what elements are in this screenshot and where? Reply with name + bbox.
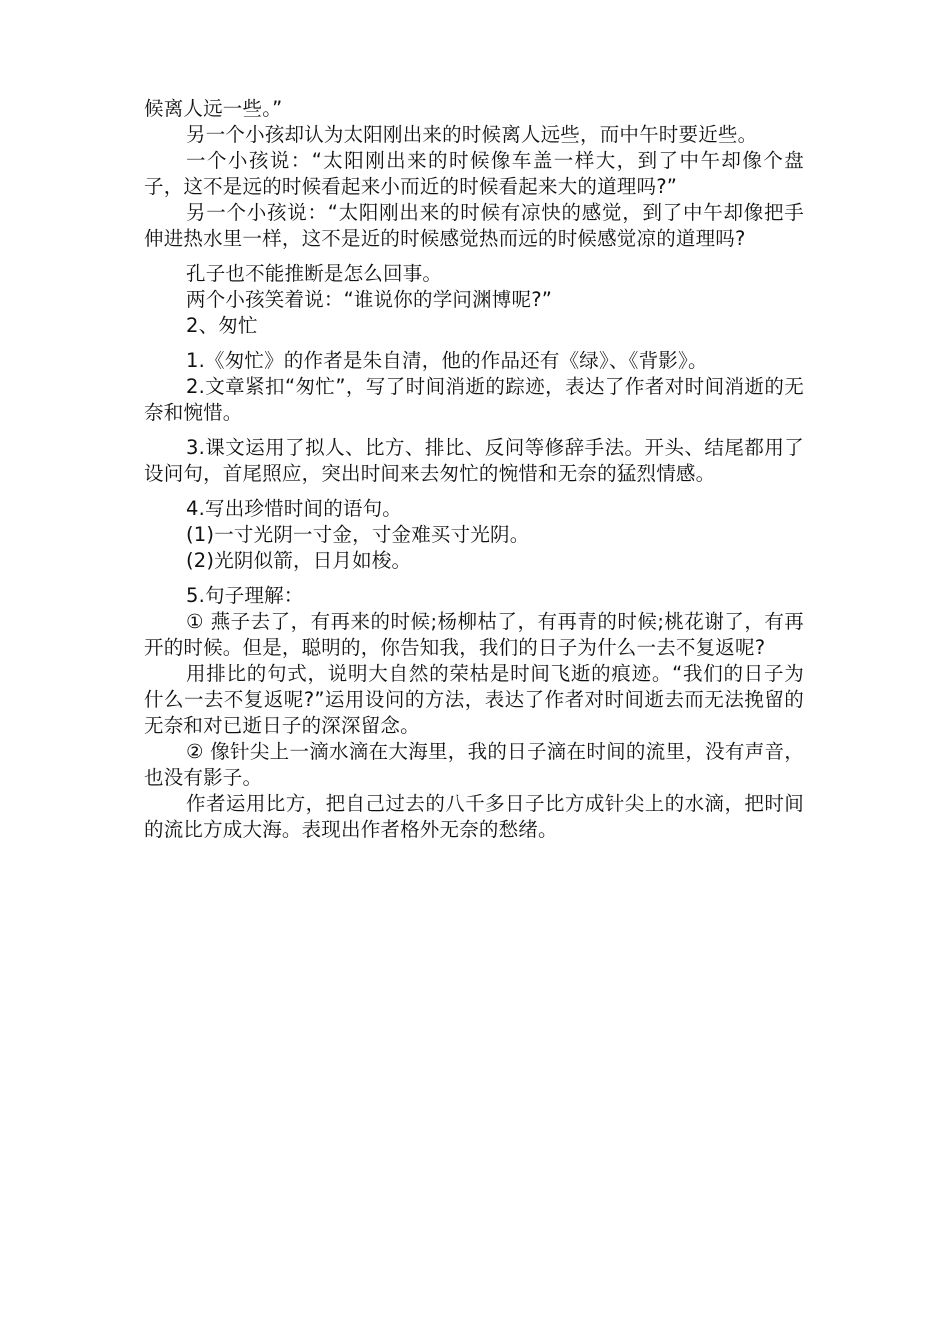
paragraph: 2.文章紧扣“匆忙”，写了时间消逝的踪迹，表达了作者对时间消逝的无奈和惋惜。 (144, 375, 804, 424)
paragraph: 一个小孩说：“太阳刚出来的时候像车盖一样大，到了中午却像个盘子，这不是远的时候看起来小而近的时候看起来大的道理吗?” (144, 149, 804, 198)
paragraph: 3.课文运用了拟人、比方、排比、反问等修辞手法。开头、结尾都用了设问句，首尾照应，突出时间来去匆忙的惋惜和无奈的猛烈情感。 (144, 436, 804, 485)
paragraph: ① 燕子去了，有再来的时候;杨柳枯了，有再青的时候;桃花谢了，有再开的时候。但是，聪明的，你告知我，我们的日子为什么一去不复返呢? (144, 610, 804, 659)
paragraph: (2)光阴似箭，日月如梭。 (186, 549, 412, 572)
paragraph: 候离人远一些。” (144, 97, 283, 120)
paragraph: 2、匆忙 (186, 314, 258, 337)
paragraph: 用排比的句式，说明大自然的荣枯是时间飞逝的痕迹。“我们的日子为什么一去不复返呢?”运用设问的方法，表达了作者对时间逝去而无法挽留的无奈和对已逝日子的深深留念。 (144, 662, 804, 737)
paragraph: 另一个小孩说：“太阳刚出来的时候有凉快的感觉，到了中午却像把手伸进热水里一样，这不是近的时候感觉热而远的时候感觉凉的道理吗? (144, 201, 804, 250)
paragraph: 5.句子理解： (186, 584, 304, 607)
paragraph: 4.写出珍惜时间的语句。 (186, 497, 403, 520)
paragraph: 两个小孩笑着说：“谁说你的学问渊博呢?” (186, 288, 553, 311)
paragraph: 孔子也不能推断是怎么回事。 (186, 262, 443, 285)
paragraph: ② 像针尖上一滴水滴在大海里，我的日子滴在时间的流里，没有声音，也没有影子。 (144, 740, 804, 789)
paragraph: 1.《匆忙》的作者是朱自清，他的作品还有《绿》、《背影》。 (186, 349, 708, 372)
paragraph: 作者运用比方，把自己过去的八千多日子比方成针尖上的水滴，把时间的流比方成大海。表现出作者格外无奈的愁绪。 (144, 792, 804, 841)
paragraph: (1)一寸光阴一寸金，寸金难买寸光阴。 (186, 523, 530, 546)
paragraph: 另一个小孩却认为太阳刚出来的时候离人远些，而中午时要近些。 (186, 123, 758, 146)
document-page (144, 96, 804, 843)
